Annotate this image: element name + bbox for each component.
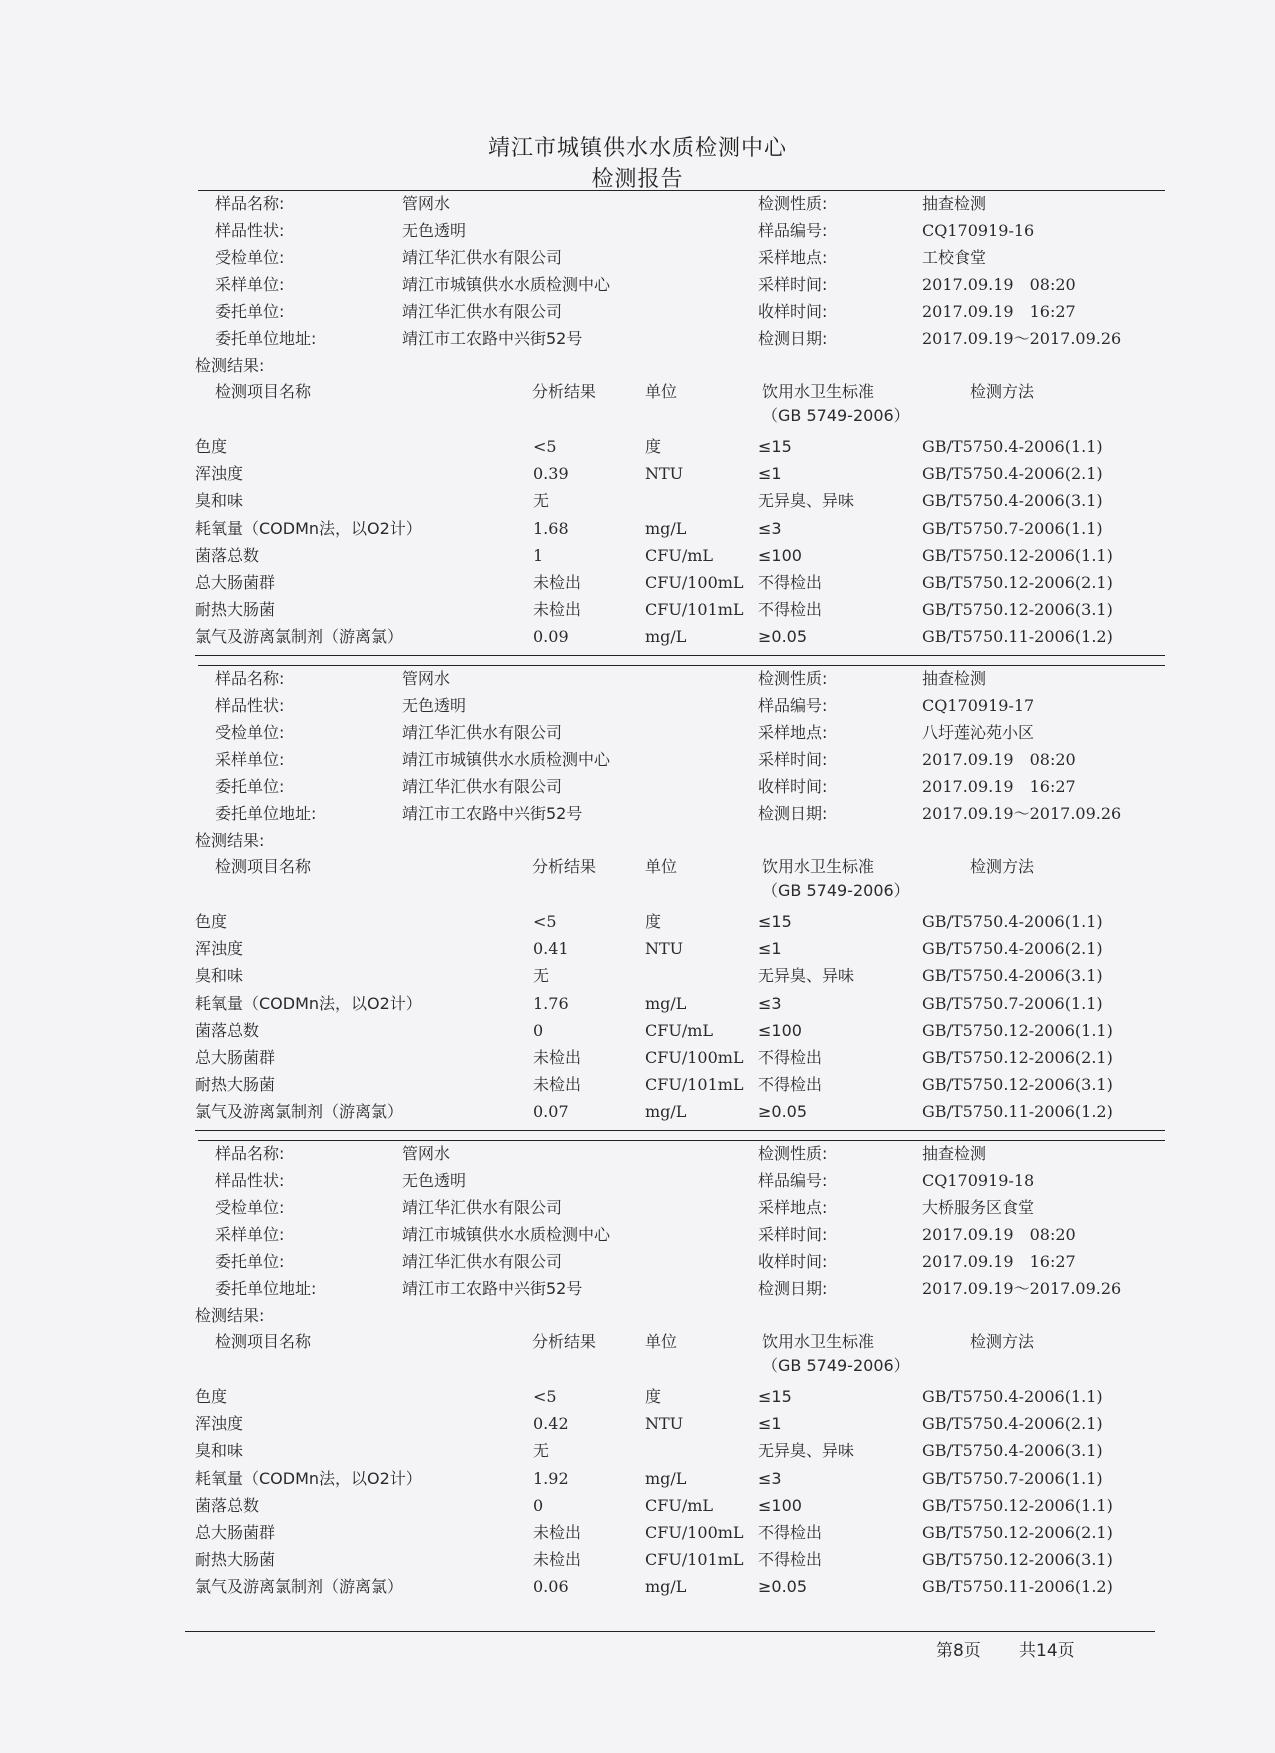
item-standard: ≤100 (758, 545, 802, 565)
header-method: 检测方法 (970, 1332, 1035, 1351)
label-inspected-unit: 受检单位: (215, 248, 285, 267)
item-method: GB/T5750.11-2006(1.2) (922, 627, 1113, 647)
value-sample-no: CQ170919-17 (922, 696, 1035, 715)
item-result: 1.68 (533, 518, 569, 538)
item-method: GB/T5750.4-2006(3.1) (922, 491, 1103, 511)
item-standard: ≤15 (758, 437, 792, 456)
item-method: GB/T5750.12-2006(1.1) (922, 1495, 1113, 1515)
item-method: GB/T5750.12-2006(2.1) (922, 1048, 1113, 1067)
label-sample-no: 样品编号: (758, 221, 828, 240)
item-method: GB/T5750.4-2006(2.1) (922, 464, 1103, 484)
item-unit: mg/L (645, 1468, 687, 1488)
item-result: 0 (533, 1020, 544, 1040)
sample-section (0, 1140, 1275, 1605)
item-method: GB/T5750.11-2006(1.2) (922, 1577, 1113, 1597)
value-sampling-time: 2017.09.19 08:20 (922, 275, 1076, 294)
section-bottom-rule (195, 655, 1165, 656)
label-sample-state: 样品性状: (215, 696, 285, 715)
item-result: 无 (533, 966, 550, 986)
label-sampling-site: 采样地点: (758, 248, 828, 267)
results-label: 检测结果: (195, 356, 265, 375)
value-client-unit: 靖江华汇供水有限公司 (402, 777, 563, 796)
value-test-nature: 抽查检测 (922, 1144, 987, 1163)
value-sample-name: 管网水 (402, 669, 451, 688)
value-sampling-time: 2017.09.19 08:20 (922, 750, 1076, 769)
value-sample-no: CQ170919-16 (922, 221, 1035, 240)
item-method: GB/T5750.4-2006(1.1) (922, 437, 1103, 456)
item-unit: CFU/mL (645, 1020, 714, 1040)
value-client-address: 靖江市工农路中兴街52号 (402, 329, 583, 348)
item-method: GB/T5750.7-2006(1.1) (922, 1468, 1103, 1488)
item-standard: 不得检出 (758, 1523, 823, 1542)
item-result: 0.39 (533, 464, 569, 484)
item-method: GB/T5750.12-2006(1.1) (922, 545, 1113, 565)
item-name: 浑浊度 (195, 1414, 244, 1434)
item-method: GB/T5750.12-2006(3.1) (922, 1075, 1113, 1095)
item-standard: ≥0.05 (758, 627, 808, 647)
item-unit: 度 (645, 912, 662, 931)
sample-section (0, 665, 1275, 1130)
item-unit: CFU/100mL (645, 573, 744, 592)
label-client-unit: 委托单位: (215, 302, 285, 321)
header-standard: 饮用水卫生标准 (762, 1332, 875, 1351)
value-receipt-time: 2017.09.19 16:27 (922, 777, 1076, 796)
item-name: 色度 (195, 1387, 228, 1406)
item-name: 总大肠菌群 (195, 573, 276, 592)
item-name: 总大肠菌群 (195, 1523, 276, 1542)
item-name: 臭和味 (195, 491, 244, 511)
item-result: 1.76 (533, 993, 569, 1013)
header-result: 分析结果 (532, 382, 597, 401)
value-client-unit: 靖江华汇供水有限公司 (402, 1252, 563, 1271)
results-label: 检测结果: (195, 1306, 265, 1325)
item-result: 1 (533, 545, 544, 565)
item-unit: mg/L (645, 1577, 687, 1597)
item-method: GB/T5750.4-2006(3.1) (922, 966, 1103, 986)
item-result: 0.09 (533, 627, 569, 647)
value-sample-state: 无色透明 (402, 1171, 467, 1190)
item-standard: ≥0.05 (758, 1102, 808, 1122)
item-method: GB/T5750.12-2006(2.1) (922, 573, 1113, 592)
label-sampling-site: 采样地点: (758, 723, 828, 742)
item-unit: mg/L (645, 627, 687, 647)
item-name: 耐热大肠菌 (195, 1550, 276, 1570)
item-unit: CFU/101mL (645, 600, 744, 620)
label-client-unit: 委托单位: (215, 1252, 285, 1271)
item-name: 臭和味 (195, 966, 244, 986)
section-top-rule (198, 1140, 1165, 1141)
item-standard: ≤100 (758, 1495, 802, 1515)
label-test-nature: 检测性质: (758, 1144, 828, 1163)
bottom-rule (185, 1631, 1155, 1632)
item-name: 耗氧量（CODMn法，以O2计） (195, 993, 422, 1013)
value-inspected-unit: 靖江华汇供水有限公司 (402, 248, 563, 267)
value-inspected-unit: 靖江华汇供水有限公司 (402, 1198, 563, 1217)
page-number: 第8页 (936, 1641, 981, 1661)
item-result: 未检出 (533, 573, 582, 592)
item-standard: 不得检出 (758, 573, 823, 592)
item-unit: CFU/101mL (645, 1550, 744, 1570)
item-name: 色度 (195, 437, 228, 456)
label-sample-state: 样品性状: (215, 221, 285, 240)
item-result: 无 (533, 491, 550, 511)
item-unit: mg/L (645, 518, 687, 538)
label-sampling-unit: 采样单位: (215, 1225, 285, 1244)
value-sampling-unit: 靖江市城镇供水水质检测中心 (402, 275, 611, 294)
value-receipt-time: 2017.09.19 16:27 (922, 1252, 1076, 1271)
item-method: GB/T5750.4-2006(3.1) (922, 1441, 1103, 1461)
item-name: 总大肠菌群 (195, 1048, 276, 1067)
item-unit: CFU/mL (645, 1495, 714, 1515)
item-method: GB/T5750.4-2006(2.1) (922, 939, 1103, 959)
item-result: <5 (533, 1387, 557, 1406)
label-inspected-unit: 受检单位: (215, 723, 285, 742)
item-result: 无 (533, 1441, 550, 1461)
item-unit: NTU (645, 939, 684, 959)
value-sample-no: CQ170919-18 (922, 1171, 1035, 1190)
item-name: 色度 (195, 912, 228, 931)
label-sample-name: 样品名称: (215, 194, 285, 213)
item-name: 耐热大肠菌 (195, 600, 276, 620)
item-result: 0.42 (533, 1414, 569, 1434)
label-sampling-time: 采样时间: (758, 750, 828, 769)
item-standard: ≤3 (758, 993, 782, 1013)
item-unit: CFU/100mL (645, 1523, 744, 1542)
item-standard: 无异臭、异味 (758, 966, 855, 986)
item-method: GB/T5750.12-2006(1.1) (922, 1020, 1113, 1040)
item-standard: 不得检出 (758, 1550, 823, 1570)
section-top-rule (198, 190, 1165, 191)
label-inspected-unit: 受检单位: (215, 1198, 285, 1217)
value-sampling-time: 2017.09.19 08:20 (922, 1225, 1076, 1244)
item-standard: ≤100 (758, 1020, 802, 1040)
org-title: 靖江市城镇供水水质检测中心 (487, 136, 787, 161)
value-sample-name: 管网水 (402, 1144, 451, 1163)
header-unit: 单位 (645, 857, 678, 876)
item-name: 菌落总数 (195, 1495, 260, 1515)
item-name: 菌落总数 (195, 1020, 260, 1040)
value-client-address: 靖江市工农路中兴街52号 (402, 804, 583, 823)
item-method: GB/T5750.7-2006(1.1) (922, 993, 1103, 1013)
value-test-nature: 抽查检测 (922, 669, 987, 688)
label-client-address: 委托单位地址: (215, 329, 317, 348)
value-sampling-unit: 靖江市城镇供水水质检测中心 (402, 1225, 611, 1244)
label-test-nature: 检测性质: (758, 194, 828, 213)
results-label: 检测结果: (195, 831, 265, 850)
item-method: GB/T5750.11-2006(1.2) (922, 1102, 1113, 1122)
label-test-date: 检测日期: (758, 329, 828, 348)
item-standard: ≤3 (758, 1468, 782, 1488)
item-method: GB/T5750.12-2006(3.1) (922, 600, 1113, 620)
value-sampling-site: 八圩莲沁苑小区 (922, 723, 1035, 742)
item-standard: ≤3 (758, 518, 782, 538)
item-result: 未检出 (533, 1048, 582, 1067)
header-result: 分析结果 (532, 1332, 597, 1351)
label-sample-state: 样品性状: (215, 1171, 285, 1190)
item-standard: ≤15 (758, 912, 792, 931)
item-standard: ≤15 (758, 1387, 792, 1406)
value-client-unit: 靖江华汇供水有限公司 (402, 302, 563, 321)
label-sampling-time: 采样时间: (758, 1225, 828, 1244)
header-standard: 饮用水卫生标准 (762, 382, 875, 401)
item-unit: mg/L (645, 1102, 687, 1122)
header-standard: 饮用水卫生标准 (762, 857, 875, 876)
label-sampling-time: 采样时间: (758, 275, 828, 294)
item-name: 耗氧量（CODMn法，以O2计） (195, 1468, 422, 1488)
item-unit: CFU/100mL (645, 1048, 744, 1067)
item-unit: CFU/101mL (645, 1075, 744, 1095)
item-method: GB/T5750.4-2006(1.1) (922, 912, 1103, 931)
header-unit: 单位 (645, 1332, 678, 1351)
item-result: 0 (533, 1495, 544, 1515)
header-item: 检测项目名称 (215, 857, 312, 876)
item-standard: ≤1 (758, 939, 782, 959)
item-result: 0.06 (533, 1577, 569, 1597)
header-method: 检测方法 (970, 857, 1035, 876)
item-name: 氯气及游离氯制剂（游离氯） (195, 627, 404, 647)
label-sampling-unit: 采样单位: (215, 750, 285, 769)
value-sample-state: 无色透明 (402, 696, 467, 715)
item-name: 耗氧量（CODMn法，以O2计） (195, 518, 422, 538)
label-sample-name: 样品名称: (215, 669, 285, 688)
value-sample-state: 无色透明 (402, 221, 467, 240)
item-result: <5 (533, 912, 557, 931)
item-standard: 不得检出 (758, 1075, 823, 1095)
label-sampling-unit: 采样单位: (215, 275, 285, 294)
item-name: 浑浊度 (195, 464, 244, 484)
header-item: 检测项目名称 (215, 1332, 312, 1351)
item-name: 浑浊度 (195, 939, 244, 959)
section-top-rule (198, 665, 1165, 666)
label-client-unit: 委托单位: (215, 777, 285, 796)
item-method: GB/T5750.7-2006(1.1) (922, 518, 1103, 538)
header-standard-ref: （GB 5749-2006） (762, 881, 910, 900)
header-standard-ref: （GB 5749-2006） (762, 406, 910, 425)
value-sample-name: 管网水 (402, 194, 451, 213)
label-sampling-site: 采样地点: (758, 1198, 828, 1217)
item-standard: ≤1 (758, 464, 782, 484)
item-method: GB/T5750.4-2006(1.1) (922, 1387, 1103, 1406)
value-sampling-unit: 靖江市城镇供水水质检测中心 (402, 750, 611, 769)
item-result: 未检出 (533, 1523, 582, 1542)
header-method: 检测方法 (970, 382, 1035, 401)
label-sample-no: 样品编号: (758, 696, 828, 715)
label-receipt-time: 收样时间: (758, 1252, 828, 1271)
item-method: GB/T5750.4-2006(2.1) (922, 1414, 1103, 1434)
label-test-nature: 检测性质: (758, 669, 828, 688)
label-client-address: 委托单位地址: (215, 804, 317, 823)
item-standard: ≤1 (758, 1414, 782, 1434)
item-standard: 不得检出 (758, 1048, 823, 1067)
label-receipt-time: 收样时间: (758, 777, 828, 796)
value-sampling-site: 大桥服务区食堂 (922, 1198, 1035, 1217)
item-standard: 无异臭、异味 (758, 1441, 855, 1461)
value-client-address: 靖江市工农路中兴街52号 (402, 1279, 583, 1298)
label-test-date: 检测日期: (758, 804, 828, 823)
sample-section (0, 190, 1275, 655)
label-sample-name: 样品名称: (215, 1144, 285, 1163)
item-method: GB/T5750.12-2006(2.1) (922, 1523, 1113, 1542)
header-standard-ref: （GB 5749-2006） (762, 1356, 910, 1375)
label-test-date: 检测日期: (758, 1279, 828, 1298)
value-receipt-time: 2017.09.19 16:27 (922, 302, 1076, 321)
header-item: 检测项目名称 (215, 382, 312, 401)
header-result: 分析结果 (532, 857, 597, 876)
item-unit: 度 (645, 437, 662, 456)
item-result: <5 (533, 437, 557, 456)
item-result: 未检出 (533, 1550, 582, 1570)
page-total: 共14页 (1019, 1641, 1075, 1661)
item-result: 未检出 (533, 600, 582, 620)
item-unit: NTU (645, 464, 684, 484)
value-sampling-site: 工校食堂 (922, 248, 987, 267)
label-receipt-time: 收样时间: (758, 302, 828, 321)
value-test-date: 2017.09.19～2017.09.26 (922, 804, 1122, 823)
item-standard: 不得检出 (758, 600, 823, 620)
value-test-date: 2017.09.19～2017.09.26 (922, 329, 1122, 348)
value-test-date: 2017.09.19～2017.09.26 (922, 1279, 1122, 1298)
item-result: 1.92 (533, 1468, 569, 1488)
item-unit: mg/L (645, 993, 687, 1013)
item-unit: 度 (645, 1387, 662, 1406)
item-method: GB/T5750.12-2006(3.1) (922, 1550, 1113, 1570)
item-name: 氯气及游离氯制剂（游离氯） (195, 1577, 404, 1597)
item-name: 臭和味 (195, 1441, 244, 1461)
label-sample-no: 样品编号: (758, 1171, 828, 1190)
item-name: 耐热大肠菌 (195, 1075, 276, 1095)
item-standard: 无异臭、异味 (758, 491, 855, 511)
label-client-address: 委托单位地址: (215, 1279, 317, 1298)
item-name: 菌落总数 (195, 545, 260, 565)
item-result: 0.07 (533, 1102, 569, 1122)
item-name: 氯气及游离氯制剂（游离氯） (195, 1102, 404, 1122)
item-result: 未检出 (533, 1075, 582, 1095)
section-bottom-rule (195, 1130, 1165, 1131)
value-test-nature: 抽查检测 (922, 194, 987, 213)
item-standard: ≥0.05 (758, 1577, 808, 1597)
report-title: 检测报告 (591, 167, 684, 192)
item-result: 0.41 (533, 939, 569, 959)
header-unit: 单位 (645, 382, 678, 401)
value-inspected-unit: 靖江华汇供水有限公司 (402, 723, 563, 742)
item-unit: CFU/mL (645, 545, 714, 565)
item-unit: NTU (645, 1414, 684, 1434)
